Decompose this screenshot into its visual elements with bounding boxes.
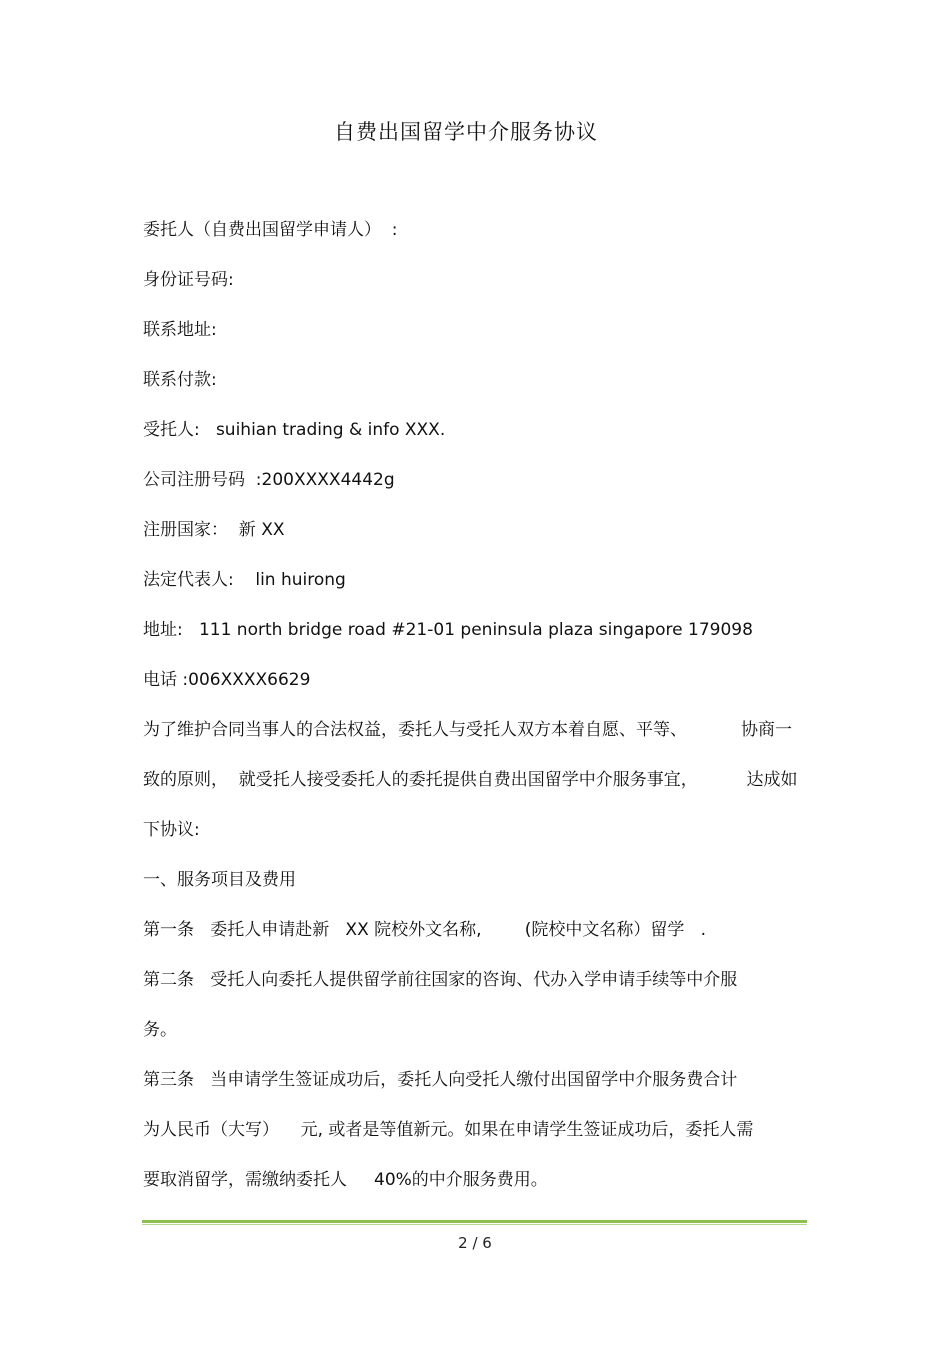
paragraph-intro-line-1: 为了维护合同当事人的合法权益，委托人与受托人双方本着自愿、平等、 协商一 <box>143 720 793 740</box>
line-legal-rep: 法定代表人: lin huirong <box>143 570 346 590</box>
line-contact-address: 联系地址: <box>143 320 217 340</box>
line-reg-country: 注册国家： 新 XX <box>143 520 285 540</box>
page-number: 2 / 6 <box>458 1234 492 1252</box>
article-3-line-1: 第三条 当申请学生签证成功后，委托人向受托人缴付出国留学中介服务费合计 <box>143 1070 738 1090</box>
line-phone: 电话 :006XXXX6629 <box>143 670 311 690</box>
article-2-line-1: 第二条 受托人向委托人提供留学前往国家的咨询、代办入学申请手续等中介服 <box>143 970 738 990</box>
paragraph-intro-line-3: 下协议: <box>143 820 200 840</box>
line-address: 地址: 111 north bridge road #21-01 peninsula plaza singapore 179098 <box>143 620 753 640</box>
line-trustee: 受托人: suihian trading & info XXX. <box>143 420 446 440</box>
line-contact-payment: 联系付款: <box>143 370 217 390</box>
line-id-number: 身份证号码: <box>143 270 234 290</box>
line-company-reg-number: 公司注册号码 :200XXXX4442g <box>143 470 395 490</box>
article-3-line-2: 为人民币（大写） 元, 或者是等值新元。如果在申请学生签证成功后，委托人需 <box>143 1120 754 1140</box>
article-1: 第一条 委托人申请赴新 XX 院校外文名称, (院校中文名称）留学 . <box>143 920 706 940</box>
line-client: 委托人（自费出国留学申请人） : <box>143 220 398 240</box>
paragraph-intro-line-2: 致的原则， 就受托人接受委托人的委托提供自费出国留学中介服务事宜， 达成如 <box>143 770 798 790</box>
document-title: 自费出国留学中介服务协议 <box>334 120 598 144</box>
footer-divider <box>142 1220 807 1226</box>
footer-divider-thick <box>142 1220 807 1223</box>
article-2-line-2: 务。 <box>143 1020 177 1040</box>
document-body <box>143 218 813 1218</box>
footer-divider-thin <box>142 1224 807 1225</box>
article-3-line-3: 要取消留学，需缴纳委托人 40%的中介服务费用。 <box>143 1170 548 1190</box>
section-heading-services: 一、服务项目及费用 <box>143 870 296 890</box>
